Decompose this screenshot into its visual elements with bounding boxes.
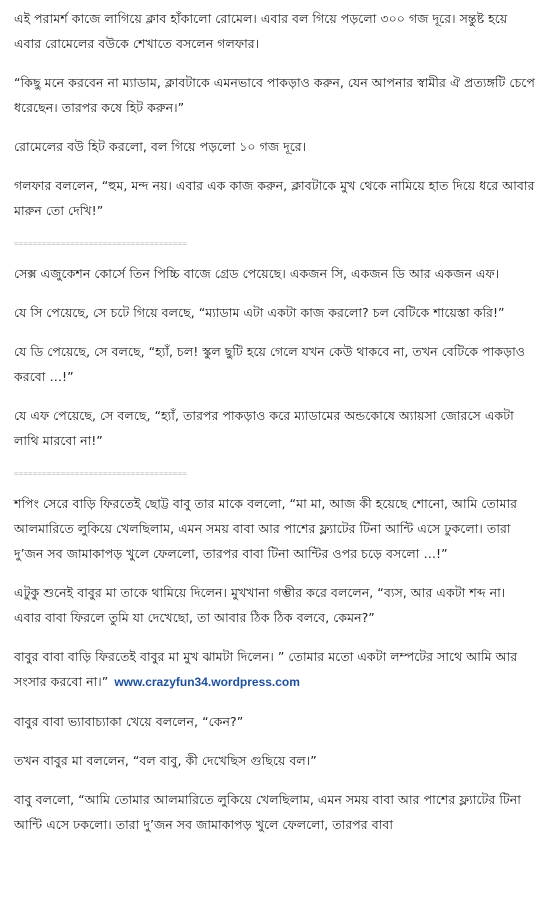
paragraph: বাবু বললো, “আমি তোমার আলমারিতে লুকিয়ে খেলছিলাম, এমন সময় বাবা আর পাশের ফ্ল্যাটের টিনা আন্টি এসে ঢকলো। তারা দু’জন সব জামাকাপড় খুলে ফেললো, তারপর বাবা	[14, 792, 521, 832]
paragraph: রোমেলের বউ হিট করলো, বল গিয়ে পড়লো ১০ গজ দূরে।	[14, 139, 307, 154]
paragraph: তখন বাবুর মা বললেন, “বল বাবু, কী দেখেছিস গুছিয়ে বল।”	[14, 753, 317, 768]
paragraph-text: বাবুর বাবা বাড়ি ফিরতেই বাবুর মা মুখ ঝামটা দিলেন। ” তোমার মতো একটা লম্পটের সাথে আমি আর সংসার করবো না।”	[14, 649, 518, 689]
paragraph: এই পরামর্শ কাজে লাগিয়ে ক্লাব হাঁকালো রোমেল। এবার বল গিয়ে পড়লো ৩০০ গজ দূরে। সন্তুষ্ট হয়ে এবার রোমেলের বউকে শেখাতে বসলেন গলফার।	[14, 11, 508, 51]
paragraph: “কিছু মনে করবেন না ম্যাডাম, ক্লাবটাকে এমনভাবে পাকড়াও করুন, যেন আপনার স্বামীর ঐ প্রত্যঙ্গটি চেপে ধরেছেন। তারপর কষে হিট করুন।”	[14, 75, 535, 115]
paragraph: এটুকু শুনেই বাবুর মা তাকে থামিয়ে দিলেন। মুখখানা গম্ভীর করে বললেন, “ব্যস, আর একটা শব্দ না। এবার বাবা ফিরলে তুমি যা দেখেছো, তা আবার ঠিক ঠিক বলবে, কেমন?”	[14, 585, 506, 625]
paragraph: গলফার বললেন, “হুম, মন্দ নয়। এবার এক কাজ করুন, ক্লাবটাকে মুখ থেকে নামিয়ে হাত দিয়ে ধরে আবার মারুন তো দেখি!”	[14, 178, 535, 218]
separator-line: =====================================	[14, 469, 187, 478]
paragraph: যে ডি পেয়েছে, সে বলছে, “হ্যাঁ, চল! স্কুল ছুটি হয়ে গেলে যখন কেউ থাকবে না, তখন বেটিকে পাকড়াও করবো …!”	[14, 344, 526, 384]
paragraph: যে সি পেয়েছে, সে চটে গিয়ে বলছে, “ম্যাডাম এটা একটা কাজ করলো? চল বেটিকে শায়েস্তা করি!”	[14, 305, 505, 320]
paragraph: যে এফ পেয়েছে, সে বলছে, “হ্যাঁ, তারপর পাকড়াও করে ম্যাডামের অন্ডকোষে অ্যায়সা জোরসে একটা লাথি মারবো না!”	[14, 408, 514, 448]
paragraph: বাবুর বাবা ভ্যাবাচ্যাকা খেয়ে বললেন, “কেন?”	[14, 714, 244, 729]
separator-line: =====================================	[14, 239, 187, 248]
paragraph: শপিং সেরে বাড়ি ফিরতেই ছোট্ট বাবু তার মাকে বললো, “মা মা, আজ কী হয়েছে শোনো, আমি তোমার আলমারিতে লুকিয়ে খেলছিলাম, এমন সময় বাবা আর পাশের ফ্ল্যাটের টিনা আন্টি এসে ঢুকলো। তারা দু’জন সব জামাকাপড় খুলে ফেললো, তারপর বাবা টিনা আন্টির ওপর চড়ে বসলো …!”	[14, 496, 518, 561]
paragraph: সেক্স এজুকেশন কোর্সে তিন পিচ্চি বাজে গ্রেড পেয়েছে। একজন সি, একজন ডি আর একজন এফ।	[14, 266, 500, 281]
watermark-link[interactable]: www.crazyfun34.wordpress.com	[114, 675, 300, 689]
paragraph	[14, 644, 536, 695]
